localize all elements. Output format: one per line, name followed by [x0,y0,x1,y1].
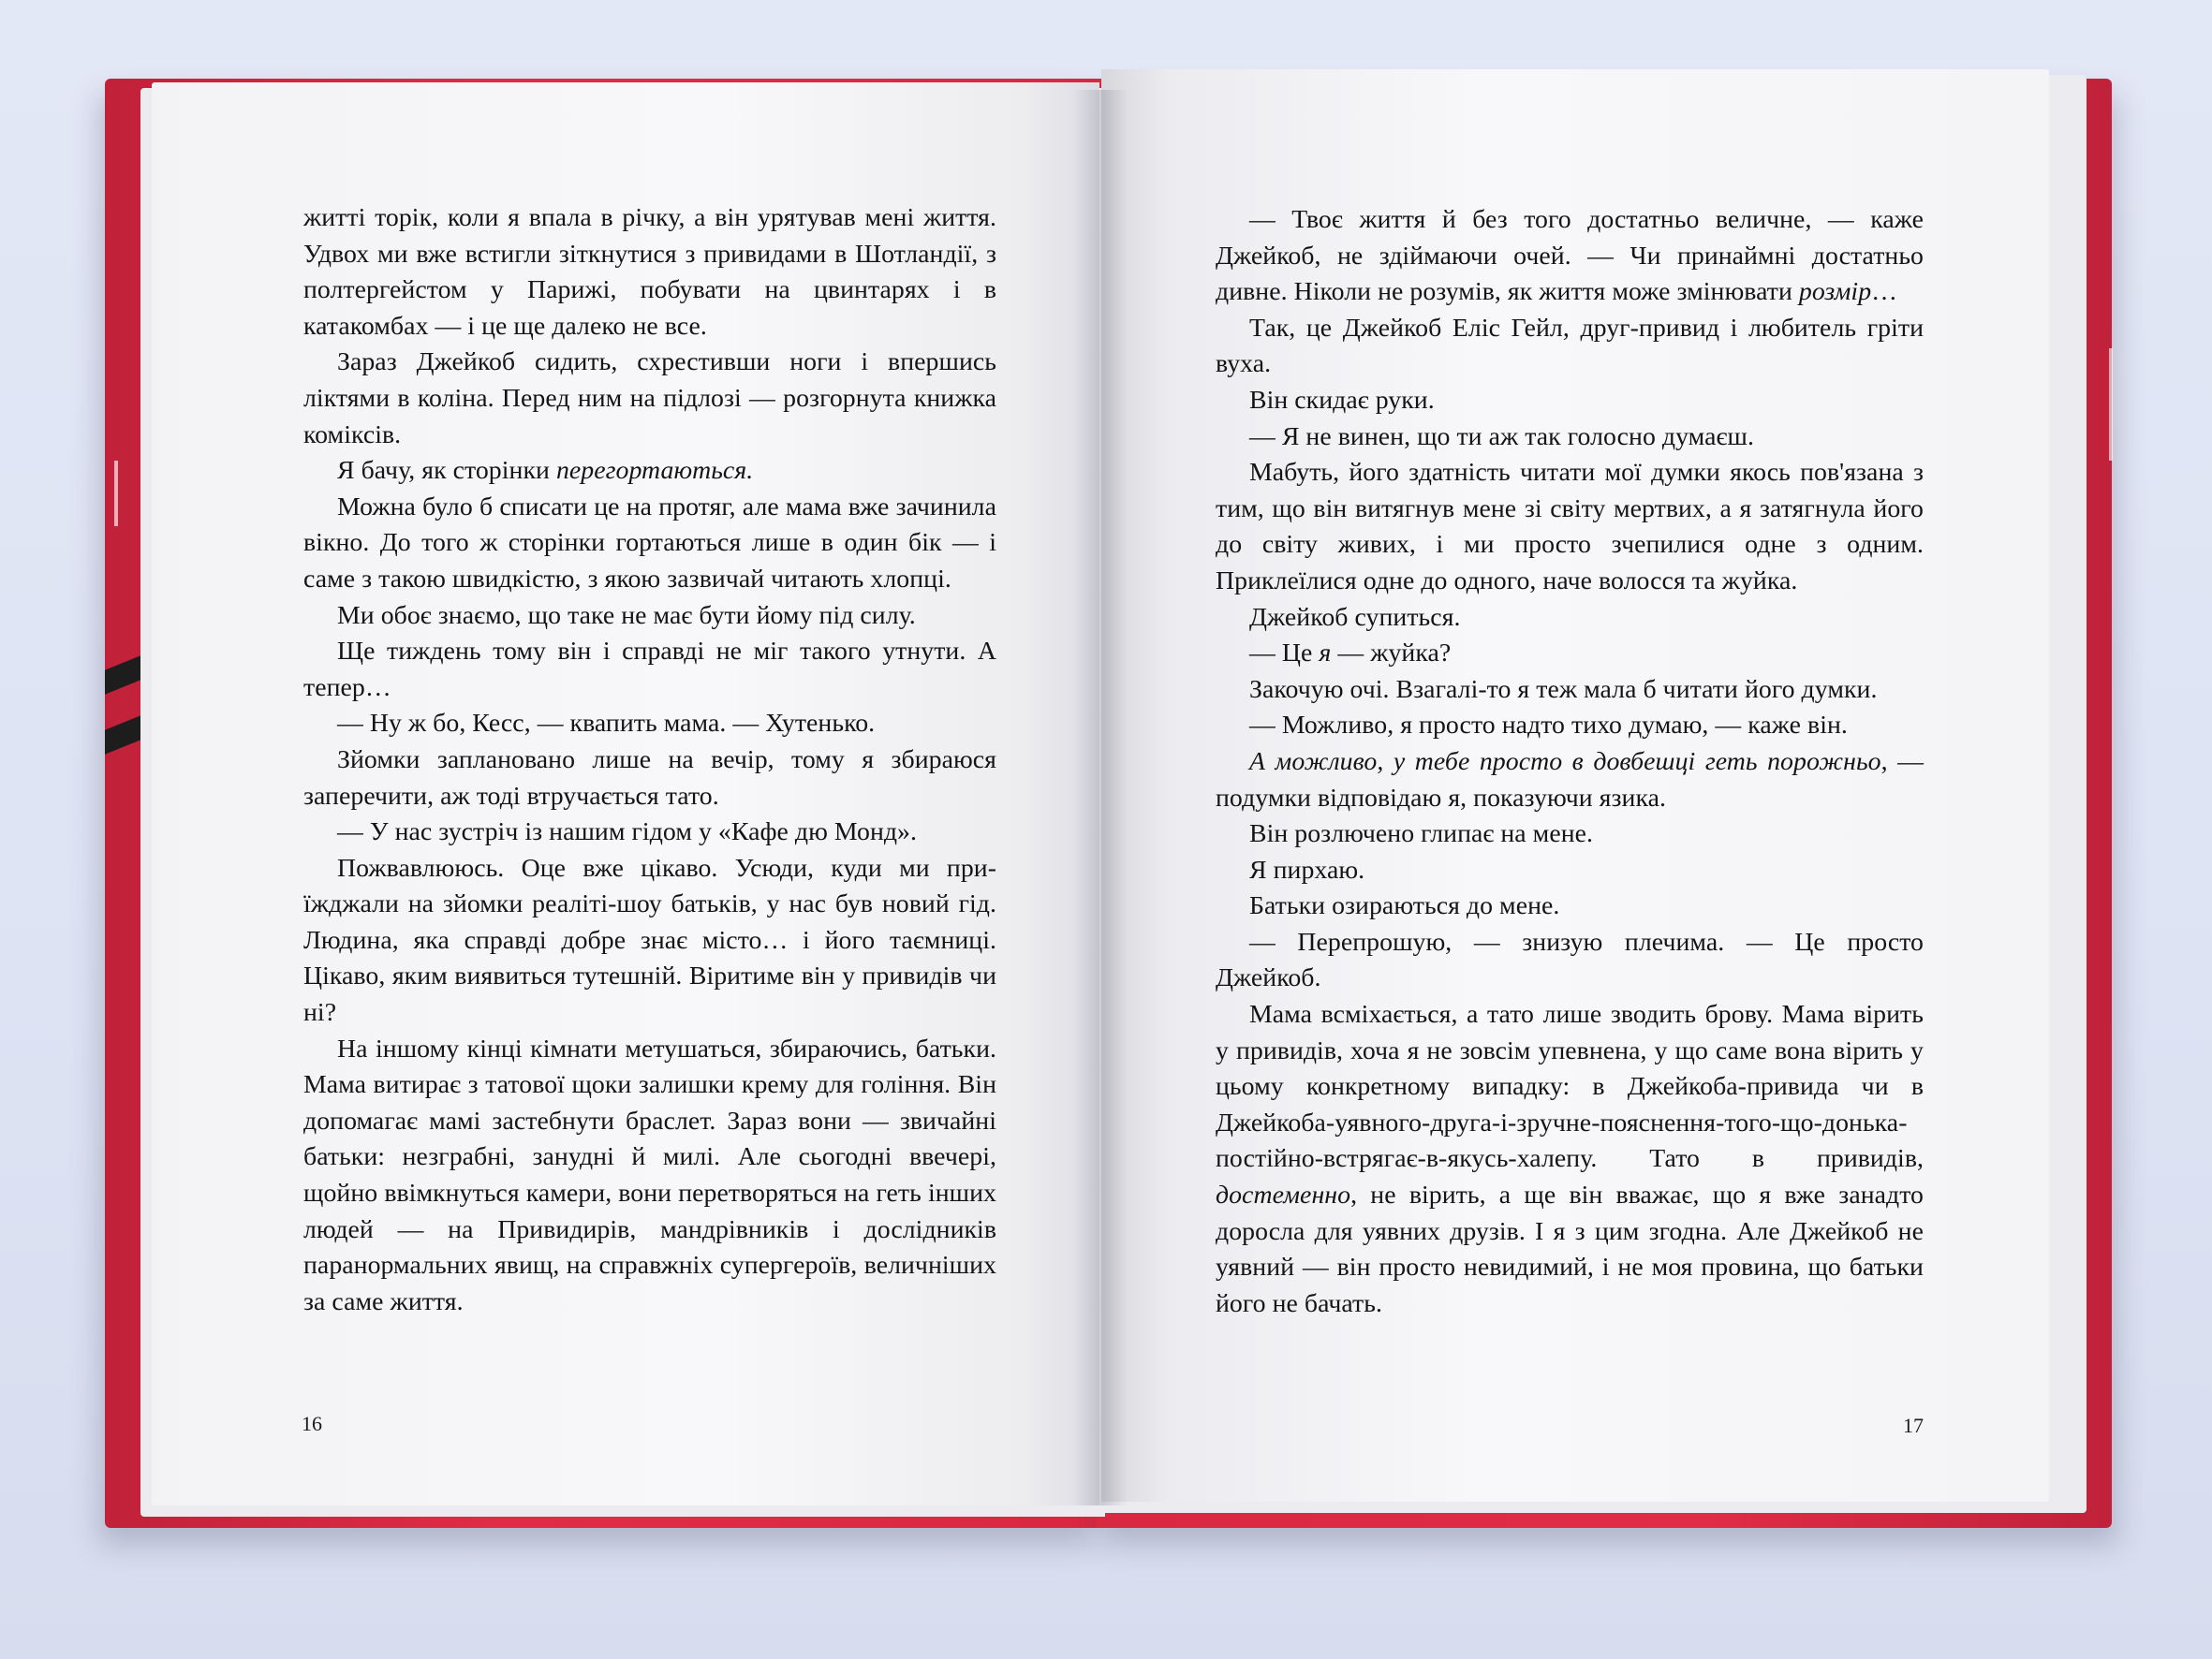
italic-text: я [1319,639,1332,668]
text-run: — Це [1249,639,1320,668]
text-run: — Ну ж бо, Кесс, — квапить мама. — Хутенько. [337,709,876,739]
text-run: — жуйка? [1331,639,1452,668]
paragraph [1216,202,1924,311]
paragraph [1216,383,1924,419]
paragraph [303,598,996,635]
paragraph [303,453,996,490]
text-run: Ми обоє знаємо, що таке не має бути йому під силу. [337,600,916,630]
text-run: — Твоє життя й без того достатньо величне, — каже Джейкоб, не здіймаючи очей. — Чи принаймні достатньо дивне. Ніколи не розумів, як життя може змінювати [1216,205,1924,307]
text-run: житті торік, коли я впала в річку, а він урятував мені життя. Удвох ми вже встигли зіткнутися з привидами в Шотландії, з полтергейстом у Парижі, побувати на цвинтарях і в катакомбах — і це ще далеко не все. [303,203,996,341]
italic-text: перегортаються. [555,456,754,486]
paragraph [303,742,996,815]
left-page [152,82,1099,1505]
paragraph [303,634,996,706]
paragraph [1216,925,1924,997]
italic-text: розмір [1798,277,1872,307]
text-run: Так, це Джейкоб Еліс Гейл, друг-привид і любитель гріти вуха. [1216,313,1924,379]
text-run: — Я не винен, що ти аж так голосно думаєш. [1249,421,1754,451]
paragraph [1216,744,1924,816]
text-run: На іншому кінці кімнати метушаться, збираючись, батьки. Мама витирає з татової щоки залишки крему для гоління. Він допомагає мамі застебнути браслет. Зараз вони — звичайні батьки: незграбні, занудні й милі. Але сьогодні ввечері, щойно ввімкнуться камери, вони перетворяться на геть інших людей — на Привидирів, мандрівників і дослідників паранормальних явищ, на справжніх супергероїв, величніших за саме життя. [303,1034,996,1316]
text-run: Я пирхаю. [1249,855,1365,885]
paragraph [1216,419,1924,456]
text-run: Він скидає руки. [1249,385,1435,415]
paragraph [303,851,996,1032]
text-run: — Можливо, я просто надто тихо думаю, — каже він. [1249,711,1848,741]
left-page-text [303,200,996,1320]
text-run: Батьки озираються до мене. [1249,891,1560,921]
text-run: — Перепрошую, — знизую плечима. — Це просто Джейкоб. [1216,927,1924,993]
text-run: Зйомки заплановано лише на вечір, тому я збираюся заперечити, аж тоді втручається тато. [303,744,996,811]
paragraph [303,200,996,345]
text-run: Зараз Джейкоб сидить, схрестивши ноги і впершись ліктями в коліна. Перед ним на підлозі — розгорнута книжка коміксів. [303,347,996,449]
text-run: Пожвавлююсь. Оце вже цікаво. Усюди, куди ми приїжджали на зйомки реаліті-шоу батьків, у нас був новий гід. Людина, яка справді добре знає місто… і його таємниці. Цікаво, яким виявиться тутешній. Віритиме він у привидів чи ні? [303,853,996,1028]
paragraph [1216,816,1924,853]
text-run: Мабуть, його здатність читати мої думки якось пов'язана з тим, що він витягнув мене зі світу мертвих, а я затягнула його до світу живих, і ми просто зчепилися одне з одним. Приклеїлися одне до одного, наче волосся та жуйка. [1216,458,1924,595]
text-run: Можна було б списати це на протяг, але мама вже зачинила вікно. До того ж сторінки гортаються лише в один бік — і саме з такою швидкістю, з якою зазвичай читають хлопці. [303,492,996,594]
paragraph [1216,708,1924,744]
text-run: Джейкоб супиться. [1249,602,1461,632]
paragraph [303,490,996,598]
page-number-right: 17 [1903,1414,1924,1437]
paragraph [1216,636,1924,672]
text-run: — У нас зустріч із нашим гідом у «Кафе дю Монд». [337,817,918,847]
right-page [1101,69,2049,1502]
paragraph [1216,455,1924,599]
text-run: , — подумки відповідаю я, показуючи язика. [1216,746,1924,813]
book-gutter [1073,90,1128,1505]
text-run: … [1871,277,1898,307]
page-number-left: 16 [302,1412,322,1435]
right-page-text [1216,202,1924,1322]
paragraph [303,1032,996,1321]
paragraph [1216,311,1924,383]
paragraph [1216,997,1924,1322]
paragraph [303,815,996,851]
text-run: Він розлючено глипає на мене. [1249,819,1594,849]
paragraph [1216,853,1924,889]
paragraph [303,706,996,742]
text-run: Я бачу, як сторінки [337,456,556,486]
paragraph [303,345,996,453]
italic-text: А можливо, у тебе просто в довбешці геть порожньо [1249,746,1881,776]
text-run: Ще тиждень тому він і справді не міг такого утнути. А тепер… [303,637,996,702]
text-run: Закочую очі. Взагалі-то я теж мала б читати його думки. [1249,674,1878,704]
paragraph [1216,672,1924,709]
text-run: , не вірить, а ще він вважає, що я вже занадто доросла для уявних друзів. І я з цим згодна. Але Джейкоб не уявний — він просто невидимий, і не моя провина, що батьки його не бачать. [1216,1181,1924,1318]
text-run: Мама всміхається, а тато лише зводить брову. Мама вірить у привидів, хоча я не зовсім упевнена, у що саме вона вірить у цьому конкретному випадку: в Джейкоба-привида чи в Джейкоба-уявного-друга-і-зручне-пояснення-того-що-донька-постійно-встрягає-в-якусь-халепу. Тато в привидів, [1216,1000,1924,1174]
paragraph [1216,600,1924,637]
paragraph [1216,888,1924,925]
italic-text: достеменно [1216,1181,1351,1211]
